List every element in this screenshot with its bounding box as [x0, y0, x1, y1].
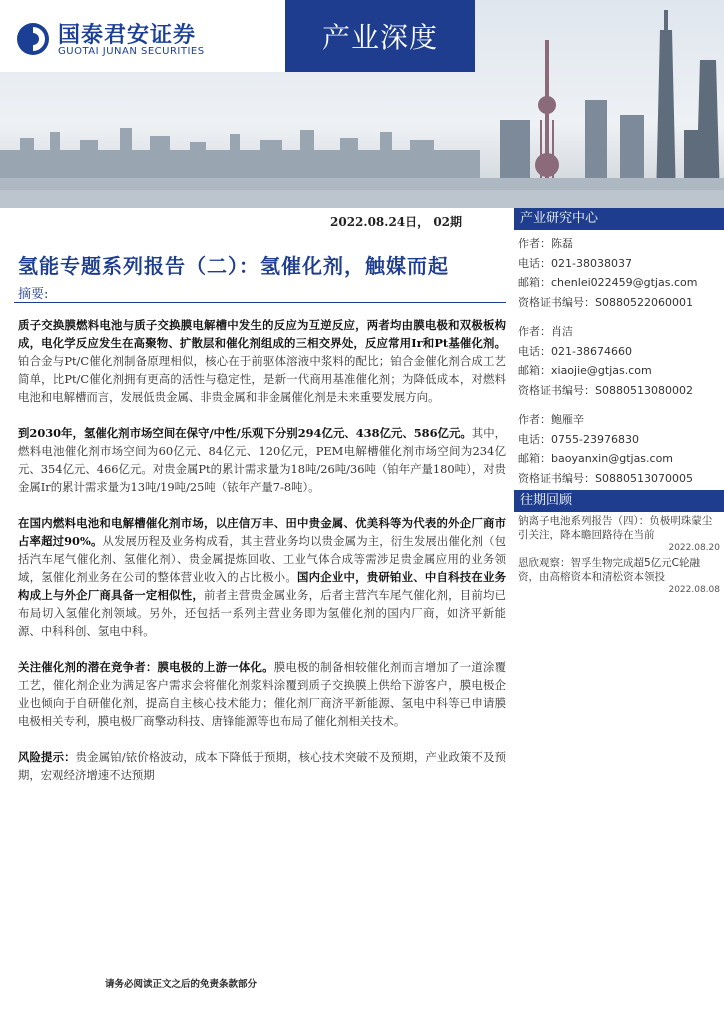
analyst-1-name: 作者：陈磊: [518, 237, 573, 250]
analyst-1-phone: 电话：021-38038037: [518, 256, 632, 270]
paragraph-3-highlight: 在国内燃料电池和电解槽催化剂市场，以庄信万丰、田中贵金属、优美科等为代表的外企厂商市占率超过90%。: [18, 516, 506, 548]
company-name-en: GUOTAI JUNAN SECURITIES: [58, 46, 205, 57]
paragraph-4-highlight: 关注催化剂的潜在竞争者：膜电极的上游一体化。: [18, 660, 274, 674]
past-report-title[interactable]: 钠离子电池系列报告（四）：负极明珠蒙尘引关注，降本瞻回路待在当前: [518, 515, 713, 541]
disclaimer-note: 请务必阅读正文之后的免责条款部分: [105, 979, 258, 990]
paragraph-3-highlight-2: 国内企业中，贵研铂业、中自科技在业务构成上与外企厂商具备一定相似性，: [18, 570, 506, 602]
past-reports-header: 往期回顾: [514, 490, 724, 512]
report-dateline: [330, 213, 462, 230]
past-report-date: 2022.08.08: [668, 585, 720, 595]
report-type-label: 产业深度: [321, 21, 438, 54]
paragraph-4-text: 膜电极的制备相较催化剂而言增加了一道涂覆工艺，催化剂企业为满足客户需求会将催化剂浆料涂覆到质子交换膜上供给下游客户，膜电极企业也倾向于自研催化剂，提高自主核心技术能力；催化剂厂商济平新能源、氢电中科等已申请膜电极相关专利，膜电极厂商擎动科技、唐锋能源等也布局了催化剂相关技术。: [18, 660, 506, 728]
past-report-item[interactable]: [518, 556, 720, 596]
company-name-cn: 国泰君安证券: [58, 23, 197, 48]
logo-area: [0, 0, 285, 72]
paragraph-3-text: 从发展历程及业务构成看，其主营业务均以贵金属为主，衍生发展出催化剂（包括汽车尾气催化剂、氢催化剂）、贵金属提炼回收、工业气体合成等需涉足贵金属应用的业务领域，氢催化剂业务在公司的整体营业收入的占比极小。: [18, 534, 506, 584]
risk-label: 风险提示：: [18, 750, 76, 764]
paragraph-4: [18, 658, 506, 730]
paragraph-3-text-2: 前者主营贵金属业务，后者主营汽车尾气催化剂，目前均已布局切入氢催化剂领域。另外，还包括一系列主营业务即为氢催化剂的国内厂商，如济平新能源、中科科创、氢电中科。: [18, 588, 506, 638]
report-date: 2022.08.24日: [330, 215, 418, 229]
analyst-3-name: 作者：鲍雁辛: [518, 413, 584, 426]
analyst-spacer: [518, 312, 724, 322]
analyst-2-name: 作者：肖洁: [518, 325, 573, 338]
report-issue: ， 02期: [417, 215, 463, 229]
summary-label: 摘要:: [18, 287, 49, 302]
paragraph-1-highlight: 质子交换膜燃料电池与质子交换膜电解槽中发生的反应为互逆反应，两者均由膜电极和双极板构成，电化学反应发生在高聚物、扩散层和催化剂组成的三相交界处，反应常用Ir和Pt基催化剂。: [18, 318, 506, 350]
risk-text: 贵金属铂/铱价格波动，成本下降低于预期，核心技术突破不及预期，产业政策不及预期，宏观经济增速不达预期: [18, 750, 506, 782]
analyst-2-cert: 资格证书编号：S0880513080002: [518, 383, 693, 397]
paragraph-risk: [18, 748, 506, 784]
analyst-3-email[interactable]: 邮箱：baoyanxin@gtjas.com: [518, 452, 674, 465]
past-reports-list: [514, 512, 724, 596]
analyst-1-cert: 资格证书编号：S0880522060001: [518, 295, 693, 309]
past-report-date: 2022.08.20: [668, 543, 720, 553]
analyst-2-phone: 电话：021-38674660: [518, 344, 632, 358]
analyst-3-cert: 资格证书编号：S0880513070005: [518, 471, 693, 485]
paragraph-2-text: 其中，燃料电池催化剂市场空间为60亿元、84亿元、120亿元，PEM电解槽催化剂市场空间为234亿元、354亿元、466亿元。对贵金属Pt的累计需求量为18吨/26吨/36吨（铂年产量180吨），对贵金属Ir的累计需求量为13吨/19吨/25吨（铱年产量7-8吨）。: [18, 426, 506, 494]
report-body: [18, 316, 506, 802]
analyst-3-phone: 电话：0755-23976830: [518, 432, 639, 446]
summary-divider: [14, 302, 506, 303]
company-logo-icon: [16, 22, 50, 56]
paragraph-2-highlight: 到2030年，氢催化剂市场空间在保守/中性/乐观下分别294亿元、438亿元、586亿元。: [18, 426, 472, 440]
report-title: 氢能专题系列报告（二）：氢催化剂，触媒而起: [18, 254, 449, 278]
analyst-2-email[interactable]: 邮箱：xiaojie@gtjas.com: [518, 364, 652, 377]
paragraph-3: [18, 514, 506, 640]
report-header: [0, 0, 724, 208]
analyst-1-email[interactable]: 邮箱：chenlei022459@gtjas.com: [518, 276, 698, 289]
paragraph-2: [18, 424, 506, 496]
analyst-list: [514, 230, 724, 488]
past-report-item[interactable]: [518, 514, 720, 554]
analyst-spacer: [518, 400, 724, 410]
past-report-title[interactable]: 恩欣观察：智孚生物完成超5亿元C轮融资，由高榕资本和清松资本领投: [518, 557, 701, 583]
report-type-badge: [285, 0, 475, 72]
research-center-header: 产业研究中心: [514, 208, 724, 230]
paragraph-1: [18, 316, 506, 406]
sidebar: [514, 208, 724, 598]
paragraph-1-text: 铂合金与Pt/C催化剂制备原理相似，核心在于前驱体溶液中浆料的配比；铂合金催化剂合成工艺简单，比Pt/C催化剂拥有更高的活性与稳定性，是新一代商用基准催化剂；为降低成本，对燃料电池和电解槽而言，发展低贵金属、非贵金属和非金属催化剂是未来重要发展方向。: [18, 354, 506, 404]
